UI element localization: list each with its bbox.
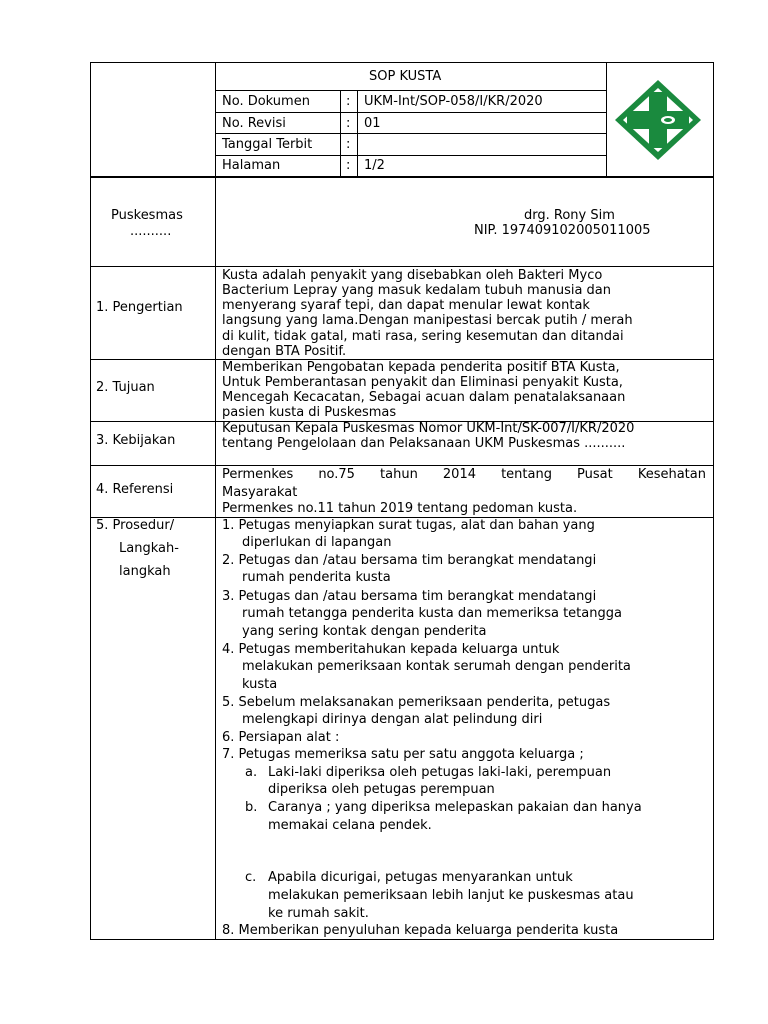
referensi-line: Permenkes no.75 tahun 2014 tentang Pusat Kesehatan [222,467,706,482]
prosedur-line: 5. Sebelum melaksanakan pemeriksaan penderita, petugas [222,695,611,710]
prosedur-line: 7. Petugas memeriksa satu per satu anggota keluarga ; [222,747,584,762]
org-dots: .......... [130,224,172,239]
tujuan-line: Untuk Pemberantasan penyakit dan Eliminasi penyakit Kusta, [222,375,623,390]
table-border-left [90,62,91,940]
sign-bottom-line [90,266,714,267]
tujuan-line: pasien kusta di Puskesmas [222,405,397,420]
referensi-line: Permenkes no.11 tahun 2019 tentang pedoman kusta. [222,501,578,516]
prosedur-line: rumah tetangga penderita kusta dan memeriksa tetangga [242,606,622,621]
pengertian-line: menyerang syaraf tepi, dan dapat menular lewat kontak [222,298,590,313]
header-colon-divider [340,90,341,177]
colon: : [346,137,351,152]
table-border-bottom [90,939,714,940]
prosedur-line: 6. Persiapan alat : [222,730,340,745]
prosedur-line: 4. Petugas memberitahukan kepada keluarga untuk [222,642,560,657]
section-label-tujuan: 2. Tujuan [96,380,155,395]
kebijakan-line: tentang Pengelolaan dan Pelaksanaan UKM Puskesmas .......... [222,436,626,451]
header-row-line [215,133,606,134]
prosedur-line: melakukan pemeriksaan kontak serumah dengan penderita [242,659,631,674]
colon: : [346,158,351,173]
section-label-prosedur: langkah [119,564,171,579]
prosedur-line: Apabila dicurigai, petugas menyarankan untuk [268,870,573,885]
pengertian-line: Kusta adalah penyakit yang disebabkan oleh Bakteri Myco [222,268,603,283]
sub-item-marker: a. [245,765,258,780]
header-bottom-line [90,176,714,178]
header-logo-divider [606,62,607,177]
prosedur-line: Laki-laki diperiksa oleh petugas laki-laki, perempuan [268,765,612,780]
pengertian-line: langsung yang lama.Dengan manipestasi bercak putih / merah [222,313,633,328]
value-halaman: 1/2 [364,158,385,173]
value-no-revisi: 01 [364,116,381,131]
colon: : [346,94,351,109]
kebijakan-line: Keputusan Kepala Puskesmas Nomor UKM-Int/SK-007/I/KR/2020 [222,421,635,436]
prosedur-line: rumah penderita kusta [242,570,391,585]
label-no-revisi: No. Revisi [222,116,286,131]
signer-nip: NIP. 197409102005011005 [474,223,651,238]
puskesmas-cross-logo-icon [613,78,703,162]
section-label-prosedur: 5. Prosedur/ [96,518,175,533]
signer-name: drg. Rony Sim [524,208,615,223]
section-label-pengertian: 1. Pengertian [96,300,183,315]
section-label-kebijakan: 3. Kebijakan [96,433,176,448]
label-halaman: Halaman [222,158,281,173]
sub-item-marker: b. [245,800,258,815]
prosedur-line: memakai celana pendek. [268,818,432,833]
value-no-dokumen: UKM-Int/SOP-058/I/KR/2020 [364,94,543,109]
header-row-line [215,155,606,156]
prosedur-line: diperiksa oleh petugas perempuan [268,782,495,797]
table-border-right [713,62,714,940]
label-no-dokumen: No. Dokumen [222,94,310,109]
prosedur-line: kusta [242,677,278,692]
section-label-prosedur: Langkah- [119,541,179,556]
header-row-line [215,90,606,91]
col-divider [215,62,216,940]
prosedur-line: 3. Petugas dan /atau bersama tim berangkat mendatangi [222,589,597,604]
prosedur-line: Caranya ; yang diperiksa melepaskan pakaian dan hanya [268,800,642,815]
referensi-line: Masyarakat [222,485,298,500]
header-value-divider [357,90,358,177]
prosedur-line: 8. Memberikan penyuluhan kepada keluarga penderita kusta [222,923,619,938]
tujuan-line: Memberikan Pengobatan kepada penderita positif BTA Kusta, [222,360,620,375]
org-name: Puskesmas [111,208,183,223]
prosedur-line: diperlukan di lapangan [242,535,392,550]
header-row-line [215,112,606,113]
pengertian-line: di kulit, tidak gatal, mati rasa, sering kesemutan dan ditandai [222,329,624,344]
table-border-top [90,62,714,63]
label-tanggal-terbit: Tanggal Terbit [222,137,313,152]
prosedur-line: 2. Petugas dan /atau bersama tim berangkat mendatangi [222,553,597,568]
prosedur-line: melengkapi dirinya dengan alat pelindung diri [242,712,543,727]
prosedur-line: melakukan pemeriksaan lebih lanjut ke puskesmas atau [268,888,634,903]
row-divider [90,465,714,466]
prosedur-line: 1. Petugas menyiapkan surat tugas, alat dan bahan yang [222,518,595,533]
colon: : [346,116,351,131]
prosedur-line: yang sering kontak dengan penderita [242,624,487,639]
document-title: SOP KUSTA [369,69,442,84]
prosedur-line: ke rumah sakit. [268,906,369,921]
pengertian-line: dengan BTA Positif. [222,344,347,359]
section-label-referensi: 4. Referensi [96,482,174,497]
pengertian-line: Bacterium Lepray yang masuk kedalam tubuh manusia dan [222,283,612,298]
tujuan-line: Mencegah Kecacatan, Sebagai acuan dalam penatalaksanaan [222,390,626,405]
sub-item-marker: c. [245,870,257,885]
